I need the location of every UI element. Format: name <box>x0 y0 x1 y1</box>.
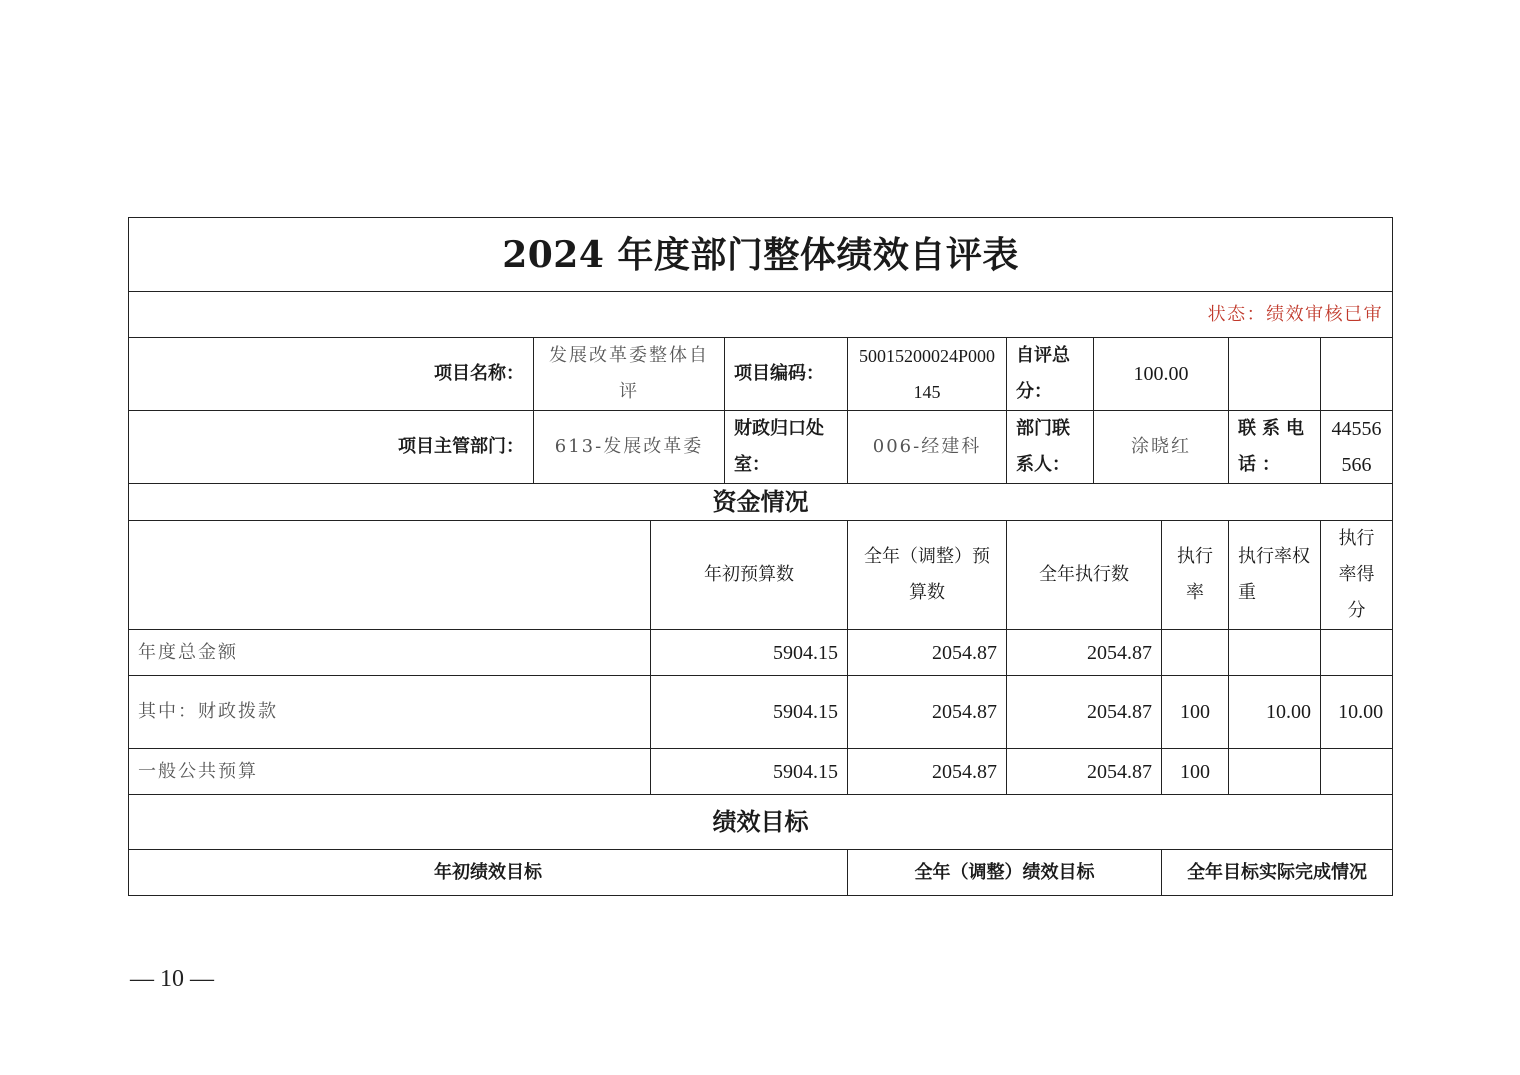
header-weight: 执行率权重 <box>1229 521 1321 630</box>
empty-cell <box>1321 338 1393 411</box>
row-executed: 2054.87 <box>1007 630 1162 676</box>
project-code-label: 项目编码： <box>725 338 848 411</box>
goals-section-title: 绩效目标 <box>129 795 1393 850</box>
row-score <box>1321 749 1393 795</box>
row-weight <box>1229 749 1321 795</box>
project-name-label: 项目名称： <box>129 338 534 411</box>
goals-header-initial: 年初绩效目标 <box>129 850 848 896</box>
row-adjusted: 2054.87 <box>848 676 1007 749</box>
header-initial-budget: 年初预算数 <box>651 521 848 630</box>
finance-value: 006-经建科 <box>848 411 1007 484</box>
contact-value: 涂晓红 <box>1094 411 1229 484</box>
row-label: 年度总金额 <box>129 630 651 676</box>
goals-header-actual: 全年目标实际完成情况 <box>1162 850 1393 896</box>
header-score: 执行率得分 <box>1321 521 1393 630</box>
funds-header-blank <box>129 521 651 630</box>
table-row <box>129 630 1393 676</box>
row-rate: 100 <box>1162 676 1229 749</box>
row-weight <box>1229 630 1321 676</box>
header-rate: 执行率 <box>1162 521 1229 630</box>
row-adjusted: 2054.87 <box>848 630 1007 676</box>
row-initial: 5904.15 <box>651 749 848 795</box>
performance-evaluation-table <box>128 217 1393 896</box>
row-label: 一般公共预算 <box>129 749 651 795</box>
dept-label: 项目主管部门： <box>129 411 534 484</box>
project-name-value: 发展改革委整体自评 <box>534 338 725 411</box>
phone-value: 44556566 <box>1321 411 1393 484</box>
row-score: 10.00 <box>1321 676 1393 749</box>
row-weight: 10.00 <box>1229 676 1321 749</box>
page-title: 2024 年度部门整体绩效自评表 <box>129 218 1393 292</box>
table-row <box>129 749 1393 795</box>
empty-cell <box>1229 338 1321 411</box>
project-code-value: 50015200024P000145 <box>848 338 1007 411</box>
header-executed: 全年执行数 <box>1007 521 1162 630</box>
page-number: — 10 — <box>130 966 214 992</box>
dept-value: 613-发展改革委 <box>534 411 725 484</box>
row-initial: 5904.15 <box>651 630 848 676</box>
status-badge: 状态：绩效审核已审 <box>129 292 1393 338</box>
header-adjusted-budget: 全年（调整）预算数 <box>848 521 1007 630</box>
score-label: 自评总分： <box>1007 338 1094 411</box>
goals-header-adjusted: 全年（调整）绩效目标 <box>848 850 1162 896</box>
table-row <box>129 676 1393 749</box>
row-rate: 100 <box>1162 749 1229 795</box>
row-executed: 2054.87 <box>1007 676 1162 749</box>
phone-label: 联系电话： <box>1229 411 1321 484</box>
row-initial: 5904.15 <box>651 676 848 749</box>
row-rate <box>1162 630 1229 676</box>
row-score <box>1321 630 1393 676</box>
finance-label: 财政归口处室： <box>725 411 848 484</box>
row-label: 其中：财政拨款 <box>129 676 651 749</box>
funds-section-title: 资金情况 <box>129 484 1393 521</box>
contact-label: 部门联系人： <box>1007 411 1094 484</box>
row-adjusted: 2054.87 <box>848 749 1007 795</box>
row-executed: 2054.87 <box>1007 749 1162 795</box>
score-value: 100.00 <box>1094 338 1229 411</box>
